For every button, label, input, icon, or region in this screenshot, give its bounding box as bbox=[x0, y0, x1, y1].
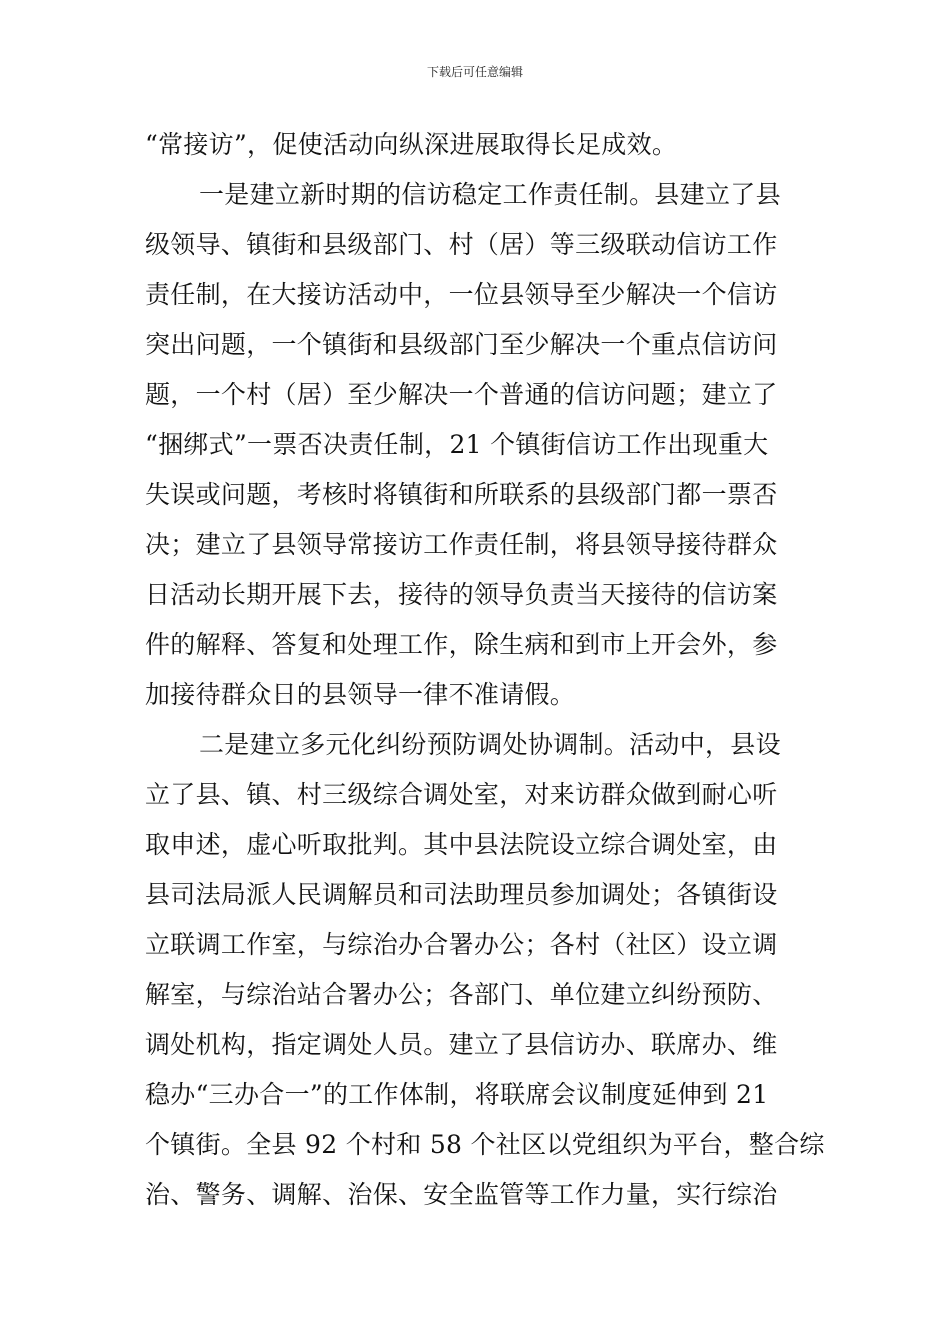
paragraph-first-line: 二是建立多元化纠纷预防调处协调制。活动中，县设 bbox=[199, 730, 781, 759]
text-line: 突出问题，一个镇街和县级部门至少解决一个重点信访问 bbox=[145, 330, 778, 359]
text-line: 治、警务、调解、治保、安全监管等工作力量，实行综治 bbox=[145, 1180, 778, 1209]
text-line: 调处机构，指定调处人员。建立了县信访办、联席办、维 bbox=[145, 1030, 778, 1059]
text-line: 解室，与综治站合署办公；各部门、单位建立纠纷预防、 bbox=[145, 980, 778, 1009]
text-line: 稳办“三办合一”的工作体制，将联席会议制度延伸到 21 bbox=[145, 1080, 769, 1109]
text-line: 题，一个村（居）至少解决一个普通的信访问题；建立了 bbox=[145, 380, 778, 409]
text-line: 级领导、镇街和县级部门、村（居）等三级联动信访工作 bbox=[145, 230, 778, 259]
text-line: “捆绑式”一票否决责任制，21 个镇街信访工作出现重大 bbox=[145, 430, 769, 459]
text-line: 立了县、镇、村三级综合调处室，对来访群众做到耐心听 bbox=[145, 780, 778, 809]
text-line: 日活动长期开展下去，接待的领导负责当天接待的信访案 bbox=[145, 580, 778, 609]
text-line: “常接访”，促使活动向纵深进展取得长足成效。 bbox=[145, 130, 678, 159]
text-line: 件的解释、答复和处理工作，除生病和到市上开会外，参 bbox=[145, 630, 778, 659]
text-line: 决；建立了县领导常接访工作责任制，将县领导接待群众 bbox=[145, 530, 778, 559]
document-body bbox=[145, 120, 825, 1220]
text-line: 县司法局派人民调解员和司法助理员参加调处；各镇街设 bbox=[145, 880, 778, 909]
text-line: 取申述，虚心听取批判。其中县法院设立综合调处室，由 bbox=[145, 830, 778, 859]
text-line: 责任制，在大接访活动中，一位县领导至少解决一个信访 bbox=[145, 280, 778, 309]
page-header-note: 下载后可任意编辑 bbox=[426, 65, 523, 79]
text-line: 个镇街。全县 92 个村和 58 个社区以党组织为平台，整合综 bbox=[145, 1130, 825, 1159]
text-line: 立联调工作室，与综治办合署办公；各村（社区）设立调 bbox=[145, 930, 778, 959]
paragraph-first-line: 一是建立新时期的信访稳定工作责任制。县建立了县 bbox=[199, 180, 781, 209]
text-line: 失误或问题，考核时将镇街和所联系的县级部门都一票否 bbox=[145, 480, 778, 509]
text-line: 加接待群众日的县领导一律不准请假。 bbox=[145, 680, 576, 709]
